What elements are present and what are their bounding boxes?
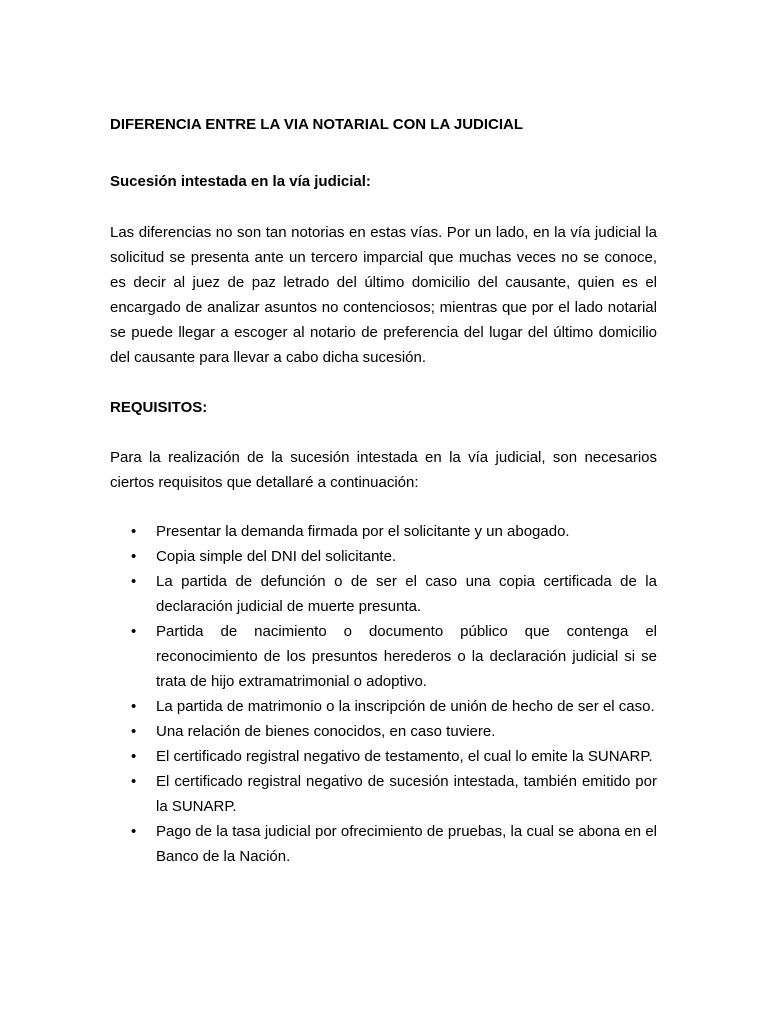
bullet-icon: • [131, 573, 137, 590]
bullet-icon: • [131, 548, 137, 565]
bullet-icon: • [131, 623, 137, 640]
list-item-text: Partida de nacimiento o documento público que contenga el reconocimiento de los presuntos herederos o la declaración judicial si se trata de hijo extramatrimonial o adoptivo. [156, 623, 657, 690]
list-item [110, 694, 657, 719]
document-page [110, 112, 657, 869]
bullet-icon: • [131, 523, 137, 540]
list-item [110, 769, 657, 819]
paragraph-requirements-intro: Para la realización de la sucesión intestada en la vía judicial, son necesarios ciertos requisitos que detallaré a continuación: [110, 449, 657, 491]
list-item [110, 519, 657, 544]
requirements-list [110, 519, 657, 869]
list-item [110, 569, 657, 619]
list-item-text: La partida de matrimonio o la inscripción de unión de hecho de ser el caso. [156, 698, 655, 715]
bullet-icon: • [131, 773, 137, 790]
list-item-text: Copia simple del DNI del solicitante. [156, 548, 397, 565]
list-item-text: Pago de la tasa judicial por ofrecimiento de pruebas, la cual se abona en el Banco de la Nación. [156, 823, 657, 865]
list-item-text: Presentar la demanda firmada por el solicitante y un abogado. [156, 523, 570, 540]
list-item [110, 619, 657, 694]
document-title: DIFERENCIA ENTRE LA VIA NOTARIAL CON LA JUDICIAL [110, 116, 524, 133]
requirements-heading: REQUISITOS: [110, 399, 208, 416]
list-item [110, 544, 657, 569]
paragraph-differences: Las diferencias no son tan notorias en estas vías. Por un lado, en la vía judicial la solicitud se presenta ante un tercero imparcial que muchas veces no se conoce, es decir al juez de paz letrado del último domicilio del causante, quien es el encargado de analizar asuntos no contenciosos; mientras que por el lado notarial se puede llegar a escoger al notario de preferencia del lugar del último domicilio del causante para llevar a cabo dicha sucesión. [110, 224, 657, 366]
bullet-icon: • [131, 723, 137, 740]
bullet-icon: • [131, 748, 137, 765]
list-item-text: El certificado registral negativo de testamento, el cual lo emite la SUNARP. [156, 748, 653, 765]
section-subtitle: Sucesión intestada en la vía judicial: [110, 173, 371, 190]
list-item [110, 819, 657, 869]
list-item [110, 719, 657, 744]
bullet-icon: • [131, 823, 137, 840]
list-item-text: El certificado registral negativo de sucesión intestada, también emitido por la SUNARP. [156, 773, 657, 815]
list-item-text: La partida de defunción o de ser el caso una copia certificada de la declaración judicial de muerte presunta. [156, 573, 657, 615]
list-item [110, 744, 657, 769]
bullet-icon: • [131, 698, 137, 715]
list-item-text: Una relación de bienes conocidos, en caso tuviere. [156, 723, 496, 740]
